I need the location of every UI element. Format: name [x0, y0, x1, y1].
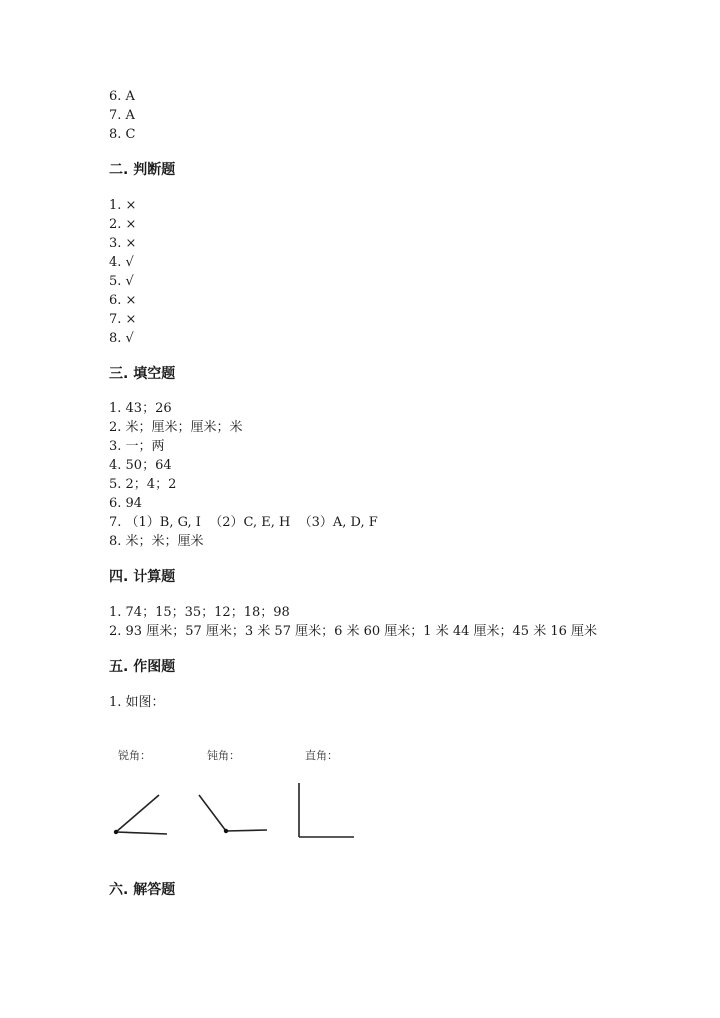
answer-line: 7. × [109, 312, 137, 327]
answer-line: 8. C [109, 127, 136, 142]
angle-figure [100, 735, 370, 855]
obtuse-angle-label: 钝角： [207, 749, 240, 762]
answer-line: 2. 米；厘米；厘米；米 [109, 420, 243, 435]
answer-line: 1. × [109, 198, 137, 213]
answer-line: 1. 43；26 [109, 401, 172, 416]
right-angle-label: 直角： [305, 749, 338, 762]
answer-line: 8. 米；米；厘米 [109, 534, 204, 549]
section-heading: 五. 作图题 [109, 659, 176, 675]
obtuse-angle-drawing [199, 795, 267, 833]
answer-line: 5. 2；4；2 [109, 477, 177, 492]
answer-line: 6. A [109, 89, 135, 104]
section-heading: 六. 解答题 [109, 882, 176, 898]
answer-line: 4. √ [109, 255, 134, 270]
answer-line: 4. 50；64 [109, 458, 172, 473]
answer-line: 2. × [109, 217, 137, 232]
answer-line: 1. 如图： [109, 695, 165, 710]
obtuse-angle-vertex [224, 829, 228, 833]
answer-line: 3. 一；两 [109, 439, 165, 454]
answer-line: 3. × [109, 236, 137, 251]
acute-angle-drawing [114, 795, 167, 834]
section-heading: 四. 计算题 [109, 569, 176, 585]
obtuse-angle-ray [199, 795, 226, 831]
answer-line: 6. × [109, 293, 137, 308]
acute-angle-vertex [114, 830, 118, 834]
right-angle-drawing [299, 783, 354, 837]
answer-line: 8. √ [109, 331, 134, 346]
obtuse-angle-ray [226, 830, 267, 831]
answer-line: 7. （1）B, G, I （2）C, E, H （3）A, D, F [109, 515, 378, 530]
answer-line: 6. 94 [109, 496, 143, 511]
answer-line: 5. √ [109, 274, 134, 289]
answer-line: 2. 93 厘米；57 厘米；3 米 57 厘米；6 米 60 厘米；1 米 44 厘米；45 米 16 厘米 [109, 624, 597, 639]
acute-angle-label: 锐角： [118, 749, 151, 762]
answer-line: 1. 74；15；35；12；18；98 [109, 605, 290, 620]
section-heading: 三. 填空题 [109, 366, 176, 382]
acute-angle-ray [116, 832, 167, 834]
angle-drawings [100, 735, 370, 855]
section-heading: 二. 判断题 [109, 162, 176, 178]
acute-angle-ray [116, 795, 159, 832]
answer-line: 7. A [109, 108, 135, 123]
